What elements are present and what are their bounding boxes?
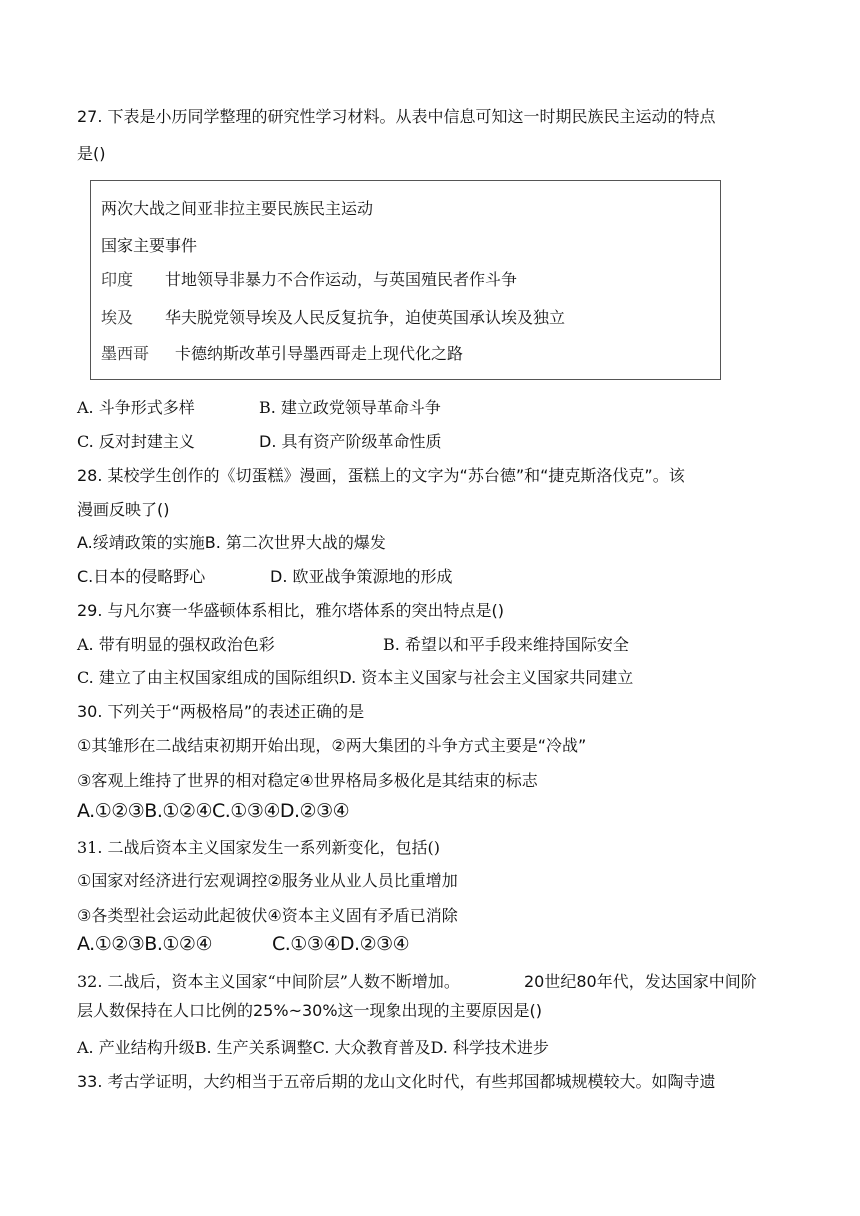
q28-option-c[interactable]: C.日本的侵略野心 xyxy=(77,567,206,586)
q28-options-row2 xyxy=(77,566,777,588)
q32-stem-line1 xyxy=(77,971,777,993)
q28-option-d[interactable]: D. 欧亚战争策源地的形成 xyxy=(270,567,453,586)
q27-option-b[interactable]: B. 建立政党领导革命斗争 xyxy=(259,398,441,417)
q27-option-c[interactable]: C. 反对封建主义 xyxy=(77,432,195,451)
q32-stem-line2: 层人数保持在人口比例的25%~30%这一现象出现的主要原因是() xyxy=(77,1001,543,1020)
q29-options-cd[interactable]: C. 建立了由主权国家组成的国际组织D. 资本主义国家与社会主义国家共同建立 xyxy=(77,668,634,687)
q27-stem-line1: 27. 下表是小历同学整理的研究性学习材料。从表中信息可知这一时期民族民主运动的特点 xyxy=(77,107,716,126)
q30-item-line1: ①其雏形在二战结束初期开始出现，②两大集团的斗争方式主要是“冷战” xyxy=(77,736,587,755)
table-row-country: 埃及 xyxy=(101,308,134,327)
q30-options[interactable]: A.①②③B.①②④C.①③④D.②③④ xyxy=(77,800,350,822)
q33-stem-line1: 33. 考古学证明，大约相当于五帝后期的龙山文化时代，有些邦国都城规模较大。如陶寺遗 xyxy=(77,1072,716,1091)
q31-item-line2: ③各类型社会运动此起彼伏④资本主义固有矛盾已消除 xyxy=(77,906,458,925)
q29-stem: 29. 与凡尔赛一华盛顿体系相比，雅尔塔体系的突出特点是() xyxy=(77,601,505,620)
q32-options[interactable]: A. 产业结构升级B. 生产关系调整C. 大众教育普及D. 科学技术进步 xyxy=(77,1038,549,1057)
q28-stem-line2: 漫画反映了() xyxy=(77,500,170,519)
table-row-country: 印度 xyxy=(101,270,134,289)
q27-option-d[interactable]: D. 具有资产阶级革命性质 xyxy=(259,432,442,451)
q32-stem-part1: 32. 二战后，资本主义国家“中间阶层”人数不断增加。 xyxy=(77,972,460,991)
table-title: 两次大战之间亚非拉主要民族民主运动 xyxy=(101,199,374,218)
q31-item-line1: ①国家对经济进行宏观调控②服务业从业人员比重增加 xyxy=(77,871,458,890)
table-row-country: 墨西哥 xyxy=(101,344,150,363)
table-row-event: 卡德纳斯改革引导墨西哥走上现代化之路 xyxy=(175,344,464,363)
table-row xyxy=(101,307,565,329)
q28-options-ab[interactable]: A.绥靖政策的实施B. 第二次世界大战的爆发 xyxy=(77,533,386,552)
q27-stem-line2: 是() xyxy=(77,144,106,163)
table-row xyxy=(101,269,517,291)
table-row xyxy=(101,343,463,365)
q30-item-line2: ③客观上维持了世界的相对稳定④世界格局多极化是其结束的标志 xyxy=(77,771,538,790)
q27-options-row1 xyxy=(77,397,777,419)
q31-stem: 31. 二战后资本主义国家发生一系列新变化，包括() xyxy=(77,838,441,857)
q28-stem-line1: 28. 某校学生创作的《切蛋糕》漫画，蛋糕上的文字为“苏台德”和“捷克斯洛伐克”。该 xyxy=(77,466,685,485)
q30-stem: 30. 下列关于“两极格局”的表述正确的是 xyxy=(77,702,365,721)
q29-option-b[interactable]: B. 希望以和平手段来维持国际安全 xyxy=(383,635,629,654)
table-row-event: 华夫脱党领导埃及人民反复抗争，迫使英国承认埃及独立 xyxy=(165,308,566,327)
q31-options-ab[interactable]: A.①②③B.①②④ xyxy=(77,933,212,955)
table-row-event: 甘地领导非暴力不合作运动，与英国殖民者作斗争 xyxy=(165,270,518,289)
q27-option-a[interactable]: A. 斗争形式多样 xyxy=(77,398,195,417)
q27-material-table xyxy=(90,180,721,380)
q32-stem-part2: 20世纪80年代，发达国家中间阶 xyxy=(524,972,757,991)
q29-option-a[interactable]: A. 带有明显的强权政治色彩 xyxy=(77,635,275,654)
q29-options-row1 xyxy=(77,634,777,656)
table-header: 国家主要事件 xyxy=(101,236,198,255)
q31-options-row xyxy=(77,933,777,957)
q27-options-row2 xyxy=(77,431,777,453)
q31-options-cd[interactable]: C.①③④D.②③④ xyxy=(272,933,410,955)
